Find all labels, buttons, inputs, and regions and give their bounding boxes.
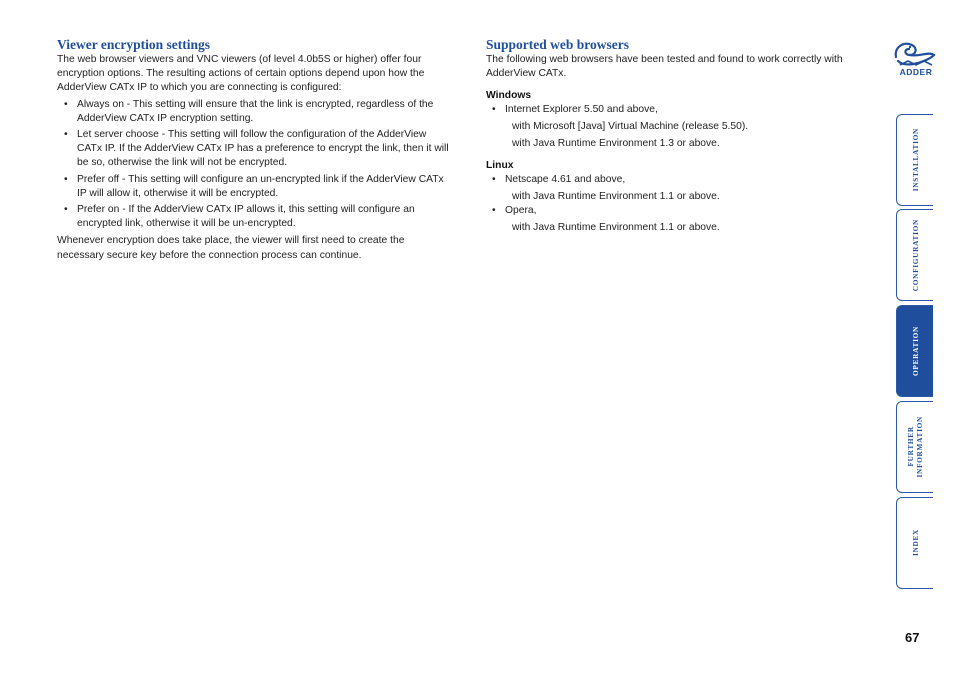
page-number: 67: [905, 630, 920, 645]
option-desc: - This setting will ensure that the link is encrypted, regardless of the AdderView CATx IP encryption setting.: [77, 98, 434, 124]
list-item: [57, 203, 449, 231]
viewer-encryption-heading: Viewer encryption settings: [57, 37, 210, 52]
tab-operation[interactable]: [896, 305, 933, 397]
list-item: [57, 173, 449, 201]
tab-installation[interactable]: [896, 114, 933, 206]
tab-label: FURTHER INFORMATION: [906, 416, 924, 478]
option-desc: - If the AdderView CATx IP allows it, this setting will configure an encrypted link, otherwise it will be un-encrypted.: [77, 204, 415, 230]
left-column: [57, 36, 449, 263]
tab-index[interactable]: [896, 497, 933, 589]
list-item: [57, 128, 449, 171]
linux-list: [486, 204, 878, 218]
viewer-encryption-intro: The web browser viewers and VNC viewers (of level 4.0b5S or higher) offer four encryption options. The resulting actions of certain options depend upon how the AdderView CATx IP to which you are connecting is configured:: [57, 54, 425, 94]
list-item: • Opera,: [486, 204, 878, 218]
list-item: • Internet Explorer 5.50 and above,: [486, 103, 878, 117]
adder-logo-text: ADDER: [899, 67, 933, 77]
right-column: [486, 36, 878, 235]
linux-heading: Linux: [486, 160, 514, 172]
linux-requirement: with Java Runtime Environment 1.1 or above.: [512, 191, 720, 203]
list-item: [57, 98, 449, 126]
option-term: Prefer off: [77, 173, 120, 185]
encryption-options-list: [57, 98, 449, 232]
encryption-closing-paragraph: Whenever encryption does take place, the viewer will first need to create the necessary secure key before the connection process can continue.: [57, 235, 405, 261]
option-desc: - This setting will configure an un-encrypted link if the AdderView CATx IP will allow it, otherwise it will be encrypted.: [77, 173, 444, 199]
tab-configuration[interactable]: [896, 209, 933, 301]
linux-list: [486, 173, 878, 187]
tab-label: INSTALLATION: [910, 128, 920, 192]
tab-label: INDEX: [910, 529, 920, 557]
windows-heading: Windows: [486, 90, 532, 102]
supported-browsers-intro: The following web browsers have been tested and found to work correctly with AdderView CATx.: [486, 54, 843, 80]
windows-requirement: with Java Runtime Environment 1.3 or above.: [512, 138, 720, 150]
linux-requirement: with Java Runtime Environment 1.1 or above.: [512, 222, 720, 234]
supported-browsers-heading: Supported web browsers: [486, 37, 630, 52]
tab-label: CONFIGURATION: [910, 218, 920, 292]
option-desc: - This setting will follow the configuration of the AdderView CATx IP. If the AdderView CATx IP has a preference to encrypt the link, then it will be so, otherwise the link will not be encrypted.: [77, 129, 449, 169]
option-term: Prefer on: [77, 204, 120, 216]
tab-further-information[interactable]: [896, 401, 933, 493]
list-item: • Netscape 4.61 and above,: [486, 173, 878, 187]
tab-label: OPERATION: [910, 326, 920, 376]
option-term: Always on: [77, 98, 124, 110]
windows-requirement: with Microsoft [Java] Virtual Machine (release 5.50).: [512, 121, 749, 133]
option-term: Let server choose: [77, 129, 159, 141]
windows-list: [486, 103, 878, 117]
